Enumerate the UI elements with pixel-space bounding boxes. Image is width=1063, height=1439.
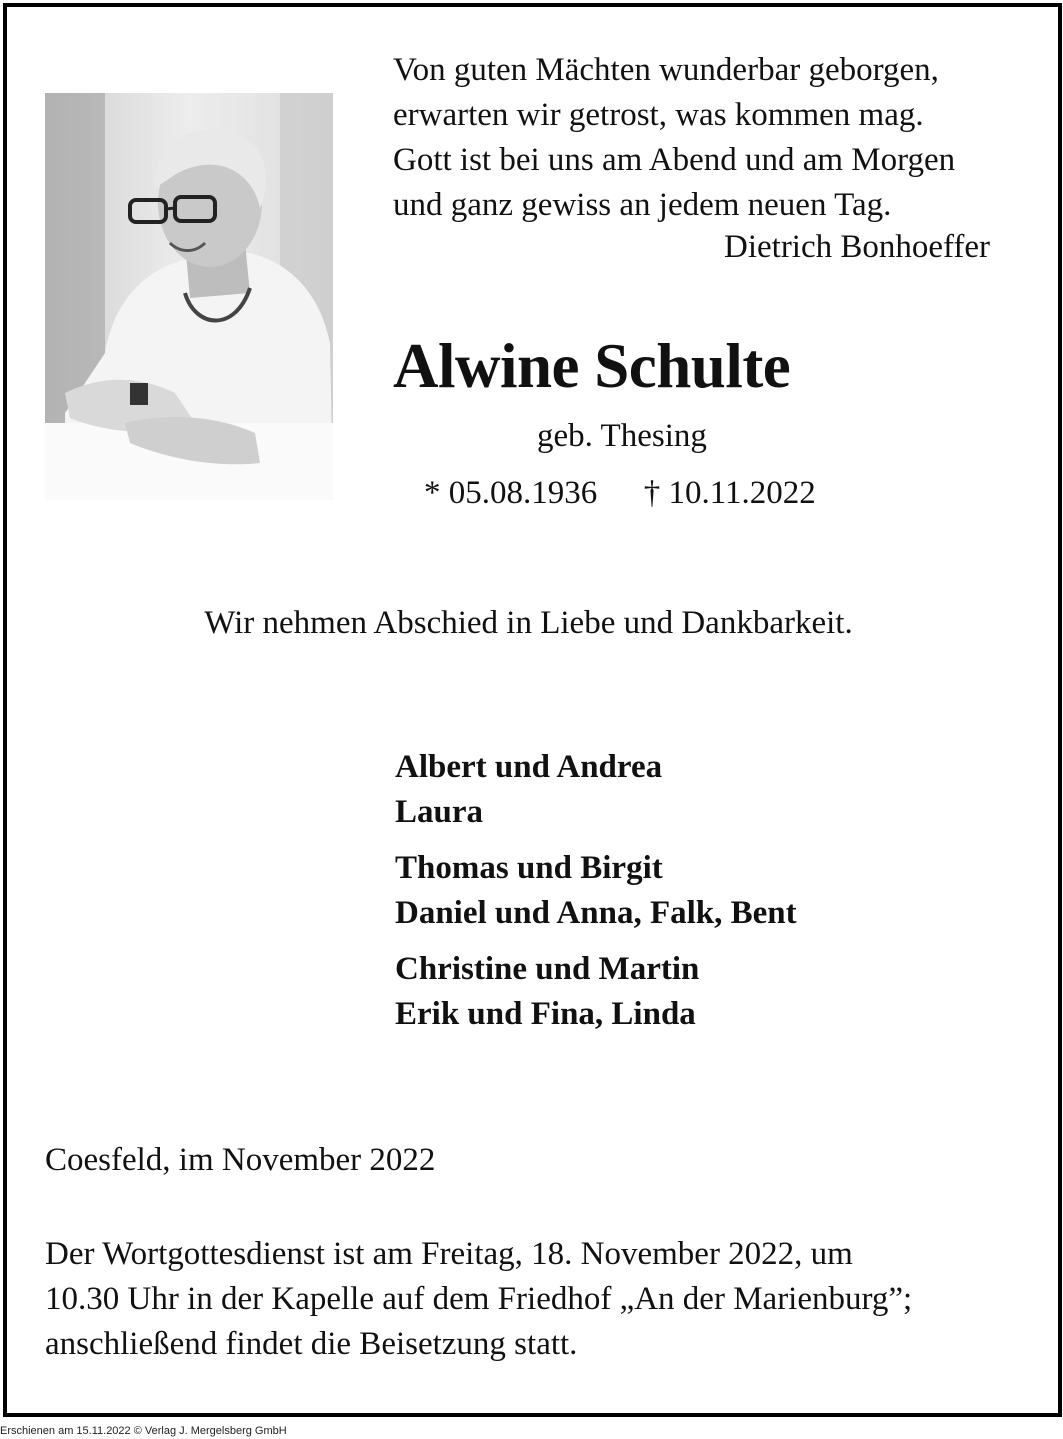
family-member: Christine und Martin [395,951,700,987]
portrait-photo [45,93,333,500]
place-date: Coesfeld, im November 2022 [45,1142,436,1178]
family-member: Thomas und Birgit [395,850,663,886]
service-info [45,1232,912,1367]
family-group [395,745,797,835]
quote-line: und ganz gewiss an jedem neuen Tag. [393,187,892,223]
service-line: Der Wortgottesdienst ist am Freitag, 18. November 2022, um [45,1236,853,1272]
quote-line: erwarten wir getrost, was kommen mag. [393,97,924,133]
service-line: 10.30 Uhr in der Kapelle auf dem Friedhof „An der Marienburg”; [45,1281,913,1317]
quote-line: Von guten Mächten wunderbar geborgen, [393,52,939,88]
family-member: Erik und Fina, Linda [395,996,696,1032]
farewell-text [0,603,1063,643]
death-date: † 10.11.2022 [643,475,816,511]
family-group [395,947,797,1037]
family-member: Daniel und Anna, Falk, Bent [395,895,797,931]
birth-date: * 05.08.1936 [424,475,598,511]
deceased-name: Alwine Schulte [393,331,791,401]
family-group [395,846,797,936]
family-member: Albert und Andrea [395,749,663,785]
maiden-name: geb. Thesing [537,418,707,454]
publication-footer: Erschienen am 15.11.2022 © Verlag J. Mergelsberg GmbH [0,1425,287,1437]
bible-quote [393,48,955,228]
family-list [395,745,797,1048]
service-line: anschließend findet die Beisetzung statt. [45,1326,578,1362]
life-dates [424,473,816,513]
quote-line: Gott ist bei uns am Abend und am Morgen [393,142,956,178]
farewell-line: Wir nehmen Abschied in Liebe und Dankbarkeit. [204,605,853,641]
family-member: Laura [395,794,484,830]
quote-author: Dietrich Bonhoeffer [724,229,991,265]
